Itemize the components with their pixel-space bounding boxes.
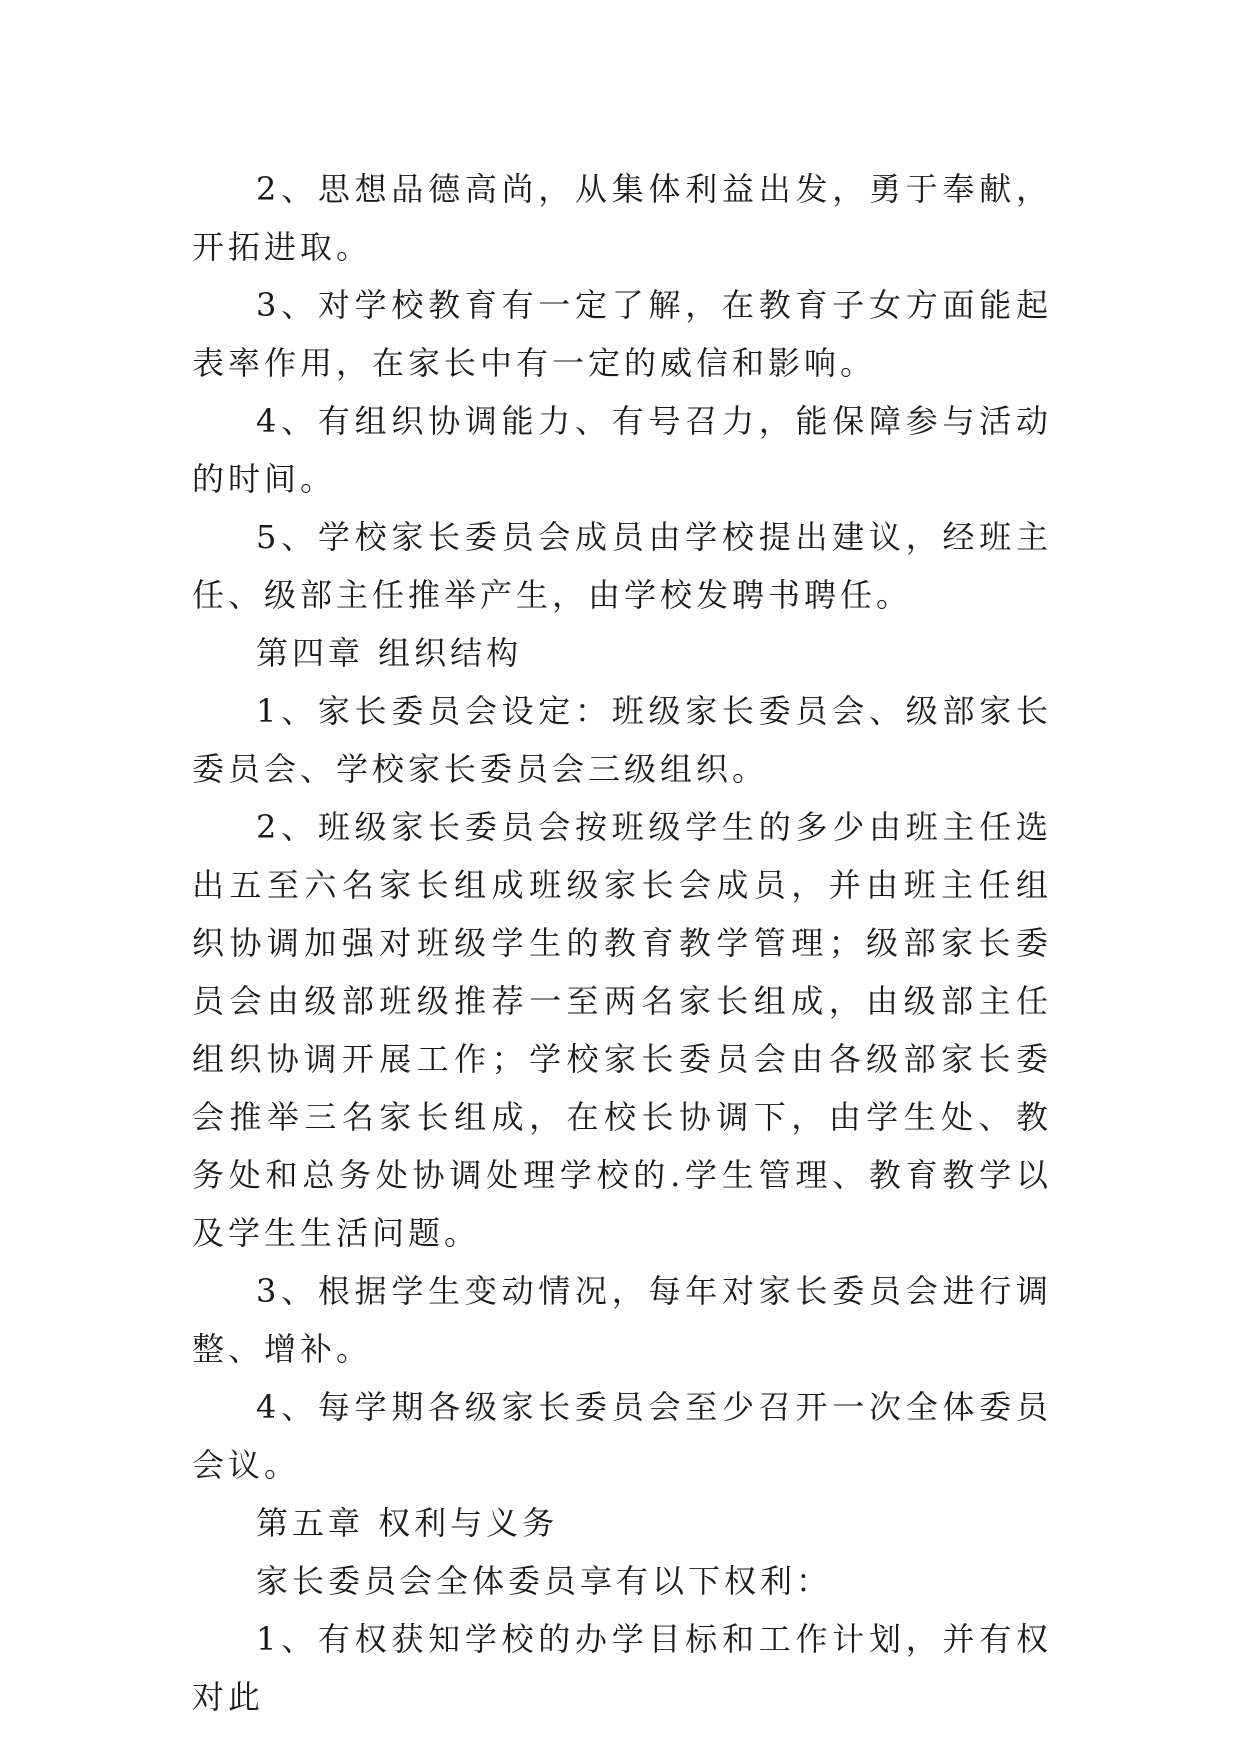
chapter-5-heading: 第五章 权利与义务 (256, 1504, 559, 1542)
paragraph-rights-1: 1、有权获知学校的办学目标和工作计划，并有权对此 (192, 1620, 1052, 1716)
paragraph-structure-2: 2、班级家长委员会按班级学生的多少由班主任选出五至六名家长组成班级家长会成员，并由班主任组织协调加强对班级学生的教育教学管理；级部家长委员会由级部班级推荐一至两名家长组成，由级部主任组织协调开展工作；学校家长委员会由各级部家长委会推举三名家长组成，在校长协调下，由学生处、教务处和总务处协调处理学校的.学生管理、教育教学以及学生生活问题。 (192, 808, 1052, 1252)
paragraph-requirement-4: 4、有组织协调能力、有号召力，能保障参与活动的时间。 (192, 402, 1052, 498)
paragraph-requirement-3: 3、对学校教育有一定了解，在教育子女方面能起表率作用，在家长中有一定的威信和影响。 (192, 286, 1052, 382)
paragraph-structure-1: 1、家长委员会设定：班级家长委员会、级部家长委员会、学校家长委员会三级组织。 (192, 692, 1052, 788)
document-body (192, 160, 1052, 1726)
paragraph-structure-3: 3、根据学生变动情况，每年对家长委员会进行调整、增补。 (192, 1272, 1052, 1368)
paragraph-requirement-5: 5、学校家长委员会成员由学校提出建议，经班主任、级部主任推举产生，由学校发聘书聘任。 (192, 518, 1052, 614)
paragraph-structure-4: 4、每学期各级家长委员会至少召开一次全体委员会议。 (192, 1388, 1052, 1484)
chapter-4-heading: 第四章 组织结构 (256, 634, 523, 672)
paragraph-requirement-2: 2、思想品德高尚，从集体利益出发，勇于奉献，开拓进取。 (192, 170, 1052, 266)
paragraph-rights-intro: 家长委员会全体委员享有以下权利： (256, 1562, 833, 1600)
